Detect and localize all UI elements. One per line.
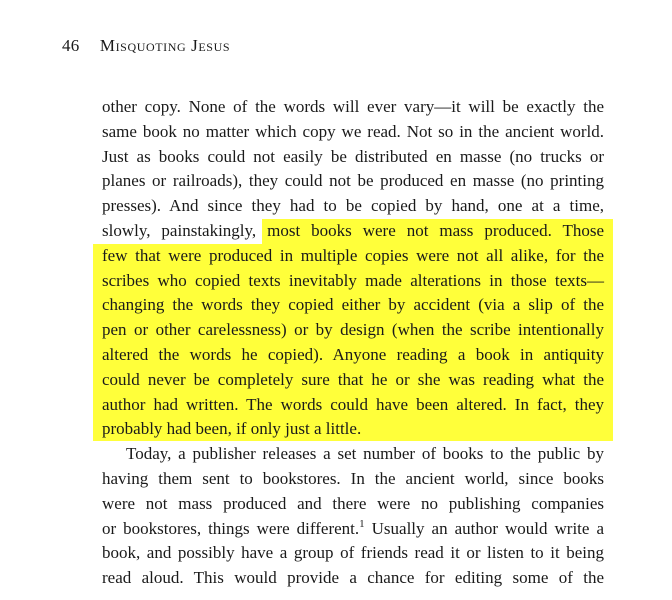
- text-line: book, and possibly have a group of friends read it or listen to it being: [102, 543, 604, 563]
- highlighted-line: author had written. The words could have been altered. In fact, they: [102, 394, 604, 414]
- text-line: Today, a publisher releases a set number of books to the public by: [126, 444, 604, 464]
- body-text: [102, 95, 604, 591]
- text-line: [102, 219, 604, 244]
- highlighted-line: altered the words he copied). Anyone reading a book in antiquity: [102, 344, 604, 364]
- footnote-marker: 1: [359, 517, 365, 530]
- highlighted-line: could never be completely sure that he or she was reading what the: [102, 369, 604, 389]
- text-line: [102, 517, 604, 542]
- page-header: [62, 36, 230, 56]
- text-line: Just as books could not easily be distributed en masse (no trucks or: [102, 146, 604, 166]
- text-segment: Usually an author would write a: [364, 518, 604, 538]
- text-line: same book no matter which copy we read. Not so in the ancient world.: [102, 121, 604, 141]
- text-line: were not mass produced and there were no publishing companies: [102, 493, 604, 513]
- text-line: presses). And since they had to be copied by hand, one at a time,: [102, 196, 604, 216]
- paragraph-1: [102, 95, 604, 442]
- highlighted-line: probably had been, if only just a little.: [102, 419, 362, 439]
- highlighted-text: most books were not mass produced. Those: [256, 220, 605, 240]
- highlighted-line: scribes who copied texts inevitably made alterations in those texts—: [102, 270, 604, 290]
- highlighted-line: changing the words they copied either by accident (via a slip of the: [102, 295, 604, 315]
- highlighted-line: pen or other carelessness) or by design (when the scribe intentionally: [102, 320, 604, 340]
- running-head: Misquoting Jesus: [99, 36, 231, 55]
- text-plain-segment: slowly, painstakingly,: [102, 220, 257, 240]
- page-number: 46: [62, 36, 80, 55]
- text-line: planes or railroads), they could not be produced en masse (no printing: [102, 171, 604, 191]
- highlighted-line: few that were produced in multiple copies were not all alike, for the: [102, 245, 604, 265]
- text-line: read aloud. This would provide a chance for editing some of the: [102, 568, 604, 588]
- text-line: other copy. None of the words will ever vary—it will be exactly the: [102, 97, 604, 116]
- paragraph-2: [102, 442, 604, 591]
- text-line: having them sent to bookstores. In the ancient world, since books: [102, 468, 604, 488]
- text-segment: or bookstores, things were different.: [102, 518, 360, 538]
